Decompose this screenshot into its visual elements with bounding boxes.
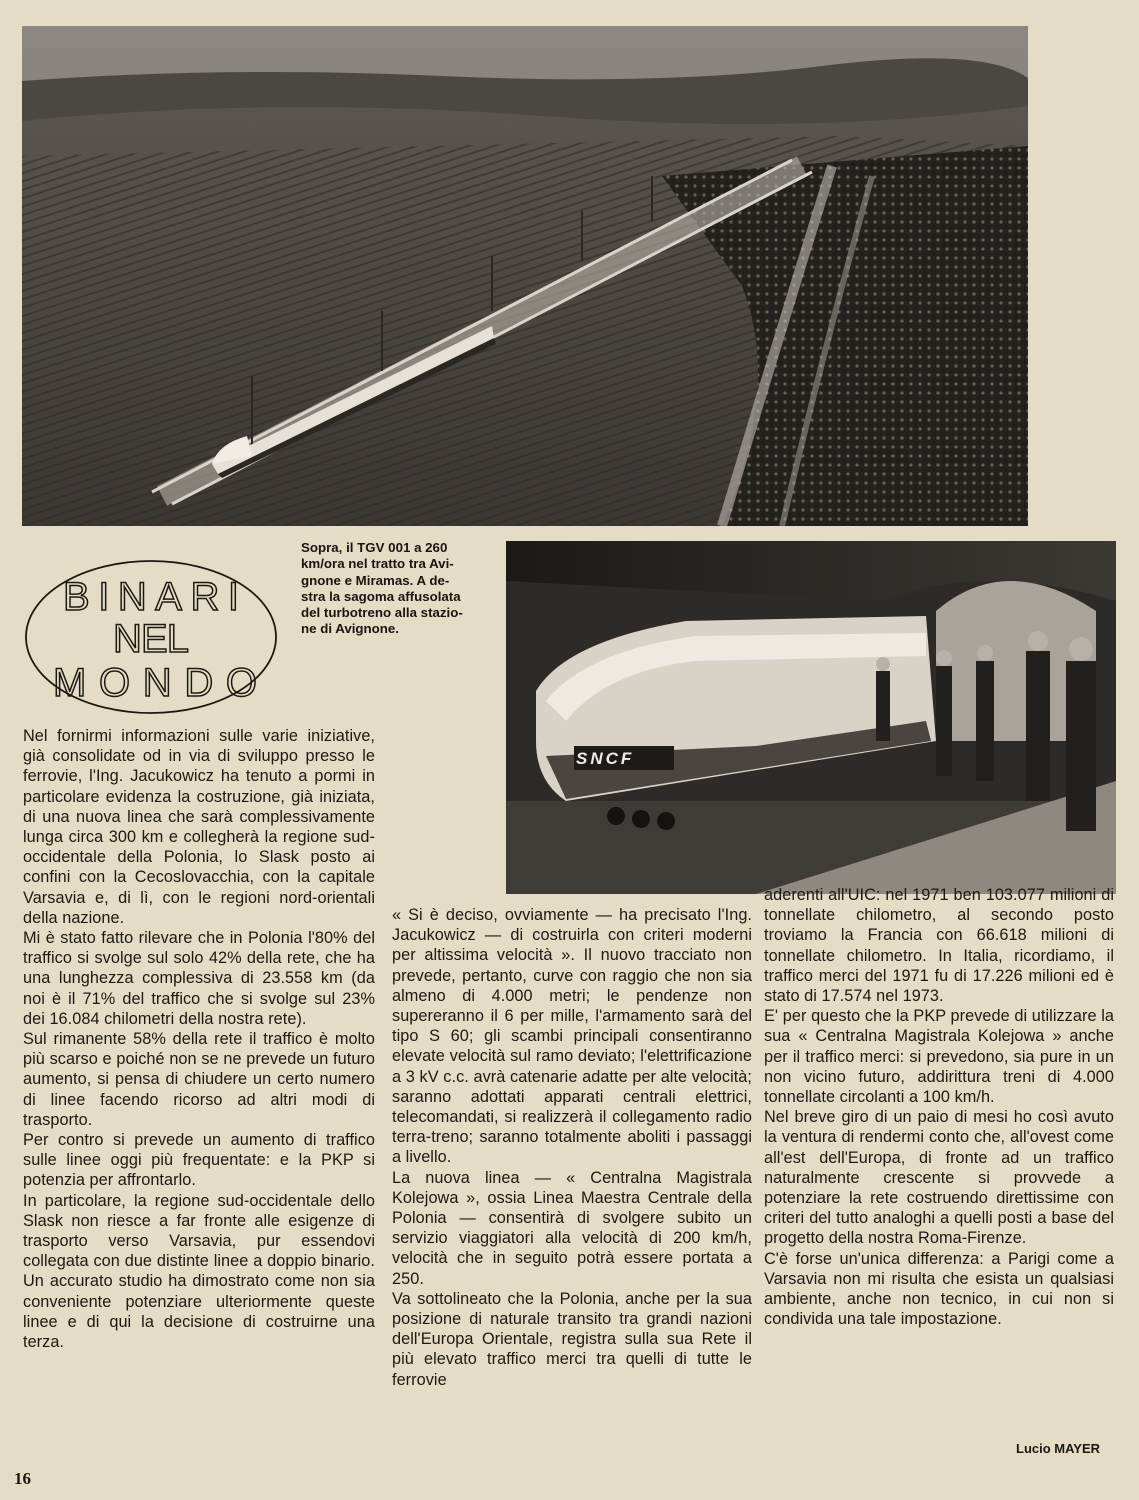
article-paragraph: « Si è deciso, ovviamente — ha precisato l'Ing. Jacukowicz — di costruirla con criteri moderni per altissima velocità ». Il nuovo tracciato non prevede, pertanto, curve con raggio che non sia almeno di 4.000 metri; le pendenze non supereranno il 6 per mille, l'armamento sarà del tipo S 60; gli scambi principali consentiranno elevate velocità sul ramo deviato; l'elettrificazione a 3 kV c.c. avrà catenarie adatte per alte velocità; saranno adottati apparati centrali elettrici, telecomandati, si realizzerà il collegamento radio terra-treno; saranno totalmente aboliti i passaggi a livello.: [392, 906, 752, 1167]
article-paragraph: C'è forse un'unica differenza: a Parigi come a Varsavia non mi risulta che esista un qualsiasi ambiente, anche non tecnico, in cui non si condivida una tale impostazione.: [764, 1249, 1114, 1329]
logo-line-nel: NEL: [113, 617, 189, 661]
train-marking: SNCF: [576, 749, 635, 768]
article-column-left: [23, 726, 375, 1352]
tgv-landscape-illustration: [22, 26, 1028, 526]
article-paragraph: In particolare, la regione sud-occidentale dello Slask non riesce a far fronte alle esigenze di trasporto verso Varsavia, pur essendovi collegata con due distinte linee a doppio binario. Un accurato studio ha dimostrato come non sia conveniente potenziare ulteriormente queste linee e di qui la decisione di costruirne una terza.: [23, 1191, 375, 1352]
turbotrain-station-photo: [506, 541, 1116, 894]
section-logo: [23, 558, 279, 716]
article-column-right: [764, 885, 1114, 1329]
article-paragraph: La nuova linea — « Centralna Magistrala Kolejowa », ossia Linea Maestra Centrale della Polonia — consentirà di svolgere subito un servizio viaggiatori alla velocità di 200 km/h, velocità che in seguito potrà essere portata a 250.: [392, 1168, 752, 1288]
section-logo-ellipse: [23, 558, 279, 716]
article-paragraph: Per contro si prevede un aumento di traffico sulle linee oggi più frequentate: e la PKP si potenzia per affrontarlo.: [23, 1131, 375, 1190]
article-paragraph: E' per questo che la PKP prevede di utilizzare la sua « Centralna Magistrala Kolejowa » anche per il traffico merci: si prevedono, sia pure in un non vicino futuro, addirittura treni di 4.000 tonnellate circolanti a 100 km/h.: [764, 1007, 1114, 1107]
turbotrain-station-illustration: [506, 541, 1116, 894]
article-paragraph: Nel breve giro di un paio di mesi ho così avuto la ventura di rendermi conto che, all'ovest come all'est dell'Europa, di fronte ad un traffico naturalmente crescente si provvede a potenziare la rete costruendo direttissime con criteri del tutto analoghi a quelli posti a base del progetto della nostra Roma-Firenze.: [764, 1108, 1114, 1248]
article-paragraph: aderenti all'UIC: nel 1971 ben 103.077 milioni di tonnellate chilometro, al secondo posto troviamo la Francia con 66.618 milioni di tonnellate chilometro. In Italia, ricordiamo, il traffico merci del 1971 fu di 17.226 milioni ed è stato di 17.574 nel 1973.: [764, 886, 1114, 1006]
logo-line-binari: BINARI: [63, 575, 239, 619]
article-paragraph: Mi è stato fatto rilevare che in Polonia l'80% del traffico si svolge sul solo 42% della rete, che ha una lunghezza complessiva di 23.558 km (da noi è il 71% del traffico che si svolge sul 23% dei 16.084 chilometri della nostra rete).: [23, 929, 375, 1028]
author-byline: Lucio MAYER: [1016, 1441, 1101, 1456]
article-paragraph: Sul rimanente 58% della rete il traffico è molto più scarso e poiché non se ne prevede un futuro aumento, si pensa di chiudere un certo numero di linee facendo ricorso ad altri modi di trasporto.: [23, 1030, 375, 1129]
photo-caption: Sopra, il TGV 001 a 260 km/ora nel tratto tra Avi- gnone e Miramas. A de- stra la sagoma affusolata del turbotreno alla stazio- ne di Avignone.: [301, 540, 463, 637]
article-paragraph: Nel fornirmi informazioni sulle varie iniziative, già consolidate od in via di sviluppo presso le ferrovie, l'Ing. Jacukowicz ha tenuto a pormi in particolare evidenza la costruzione, già iniziata, di una nuova linea che sarà complessivamente lunga circa 300 km e collegherà la regione sud-occidentale della Polonia, lo Slask posto ai confini con la Cecoslovacchia, con la capitale Varsavia e, di lì, con le regioni nord-orientali della nazione.: [23, 727, 375, 927]
tgv-landscape-photo: [22, 26, 1028, 526]
article-column-middle: [392, 905, 752, 1390]
page-number: 16: [14, 1469, 31, 1488]
article-paragraph: Va sottolineato che la Polonia, anche per la sua posizione di naturale transito tra grandi nazioni dell'Europa Orientale, registra sulla sua Rete il più elevato traffico merci tra quelli di tutte le ferrovie: [392, 1289, 752, 1389]
logo-line-mondo: MONDO: [53, 661, 257, 705]
